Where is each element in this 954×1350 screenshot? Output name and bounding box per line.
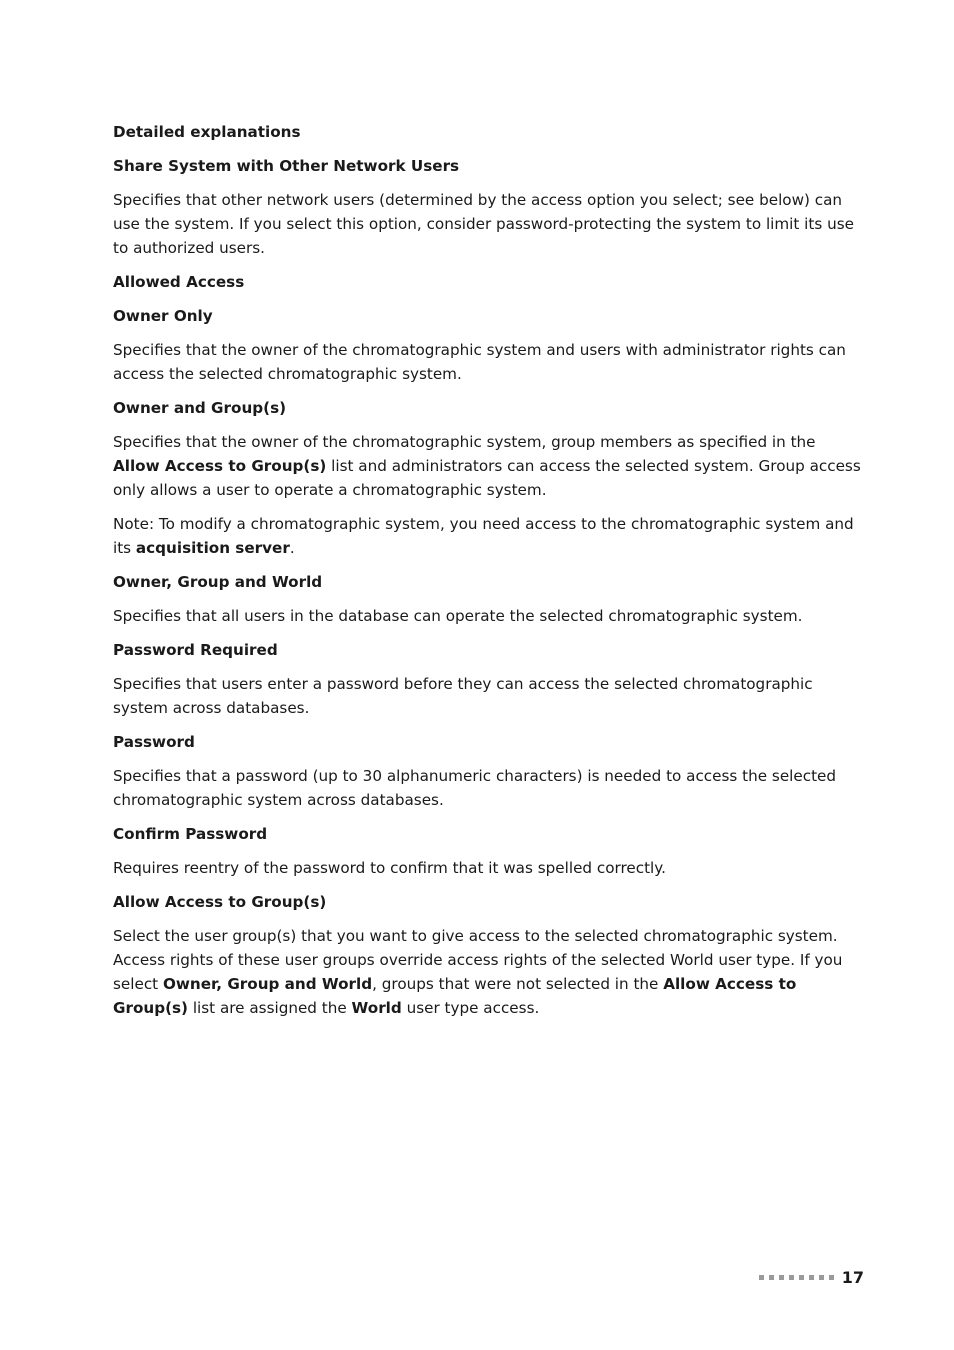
dot-icon (779, 1275, 784, 1280)
paragraph-owner-only: Specifies that the owner of the chromatographic system and users with administrator rights can access the selected chromatographic system. (113, 341, 846, 383)
bold-term-allow-access: Allow Access to Group(s) (113, 975, 797, 1017)
text-run: user type access. (401, 999, 540, 1017)
paragraph-share-system: Specifies that other network users (determined by the access option you select; see below) can use the system. If you select this option, consider password-protecting the system to limit its use to authorized users. (113, 191, 854, 257)
section-heading-detailed-explanations: Detailed explanations (113, 123, 301, 141)
bold-term-allow-access: Allow Access to Group(s) (113, 457, 327, 475)
paragraph-password: Specifies that a password (up to 30 alphanumeric characters) is needed to access the selected chromatographic system across databases. (113, 767, 837, 809)
section-heading-password: Password (113, 733, 195, 751)
dot-icon (789, 1275, 794, 1280)
section-heading-confirm-password: Confirm Password (113, 825, 268, 843)
paragraph-owner-and-groups (113, 430, 865, 502)
section-heading-owner-and-groups: Owner and Group(s) (113, 399, 287, 417)
text-run: list are assigned the (188, 999, 352, 1017)
footer-dots-decoration-icon (759, 1275, 834, 1280)
bold-term-owner-group-world: Owner, Group and World (162, 975, 373, 993)
bold-term-acquisition-server: acquisition server (135, 539, 290, 557)
text-run: list and administrators can access the selected system. Group access only allows a user to operate a chromatographic system. (113, 457, 861, 499)
section-heading-share-system: Share System with Other Network Users (113, 157, 460, 175)
paragraph-owner-group-world: Specifies that all users in the database can operate the selected chromatographic system. (113, 607, 803, 625)
dot-icon (799, 1275, 804, 1280)
bold-term-world: World (351, 999, 402, 1017)
paragraph-allow-access-groups (113, 924, 865, 1020)
page-number: 17 (841, 1268, 864, 1287)
text-run: , groups that were not selected in the (372, 975, 664, 993)
dot-icon (829, 1275, 834, 1280)
section-heading-allowed-access: Allowed Access (113, 273, 245, 291)
text-run: Specifies that the owner of the chromatographic system, group members as specified in the (113, 433, 816, 451)
section-heading-owner-only: Owner Only (113, 307, 213, 325)
dot-icon (809, 1275, 814, 1280)
paragraph-note (113, 512, 865, 560)
paragraph-confirm-password: Requires reentry of the password to confirm that it was spelled correctly. (113, 859, 666, 877)
dot-icon (759, 1275, 764, 1280)
dot-icon (819, 1275, 824, 1280)
text-run: Select the user group(s) that you want to give access to the selected chromatographic system. Access rights of these user groups override access rights of the selected World user type. If you select (113, 927, 843, 993)
section-heading-allow-access-groups: Allow Access to Group(s) (113, 893, 327, 911)
section-heading-owner-group-world: Owner, Group and World (113, 573, 323, 591)
text-run: Note: To modify a chromatographic system, you need access to the chromatographic system and its (113, 515, 854, 557)
document-body (113, 120, 865, 1030)
text-run: . (289, 539, 295, 557)
dot-icon (769, 1275, 774, 1280)
section-heading-password-required: Password Required (113, 641, 278, 659)
page-footer (759, 1268, 864, 1287)
paragraph-password-required: Specifies that users enter a password before they can access the selected chromatographic system across databases. (113, 675, 813, 717)
